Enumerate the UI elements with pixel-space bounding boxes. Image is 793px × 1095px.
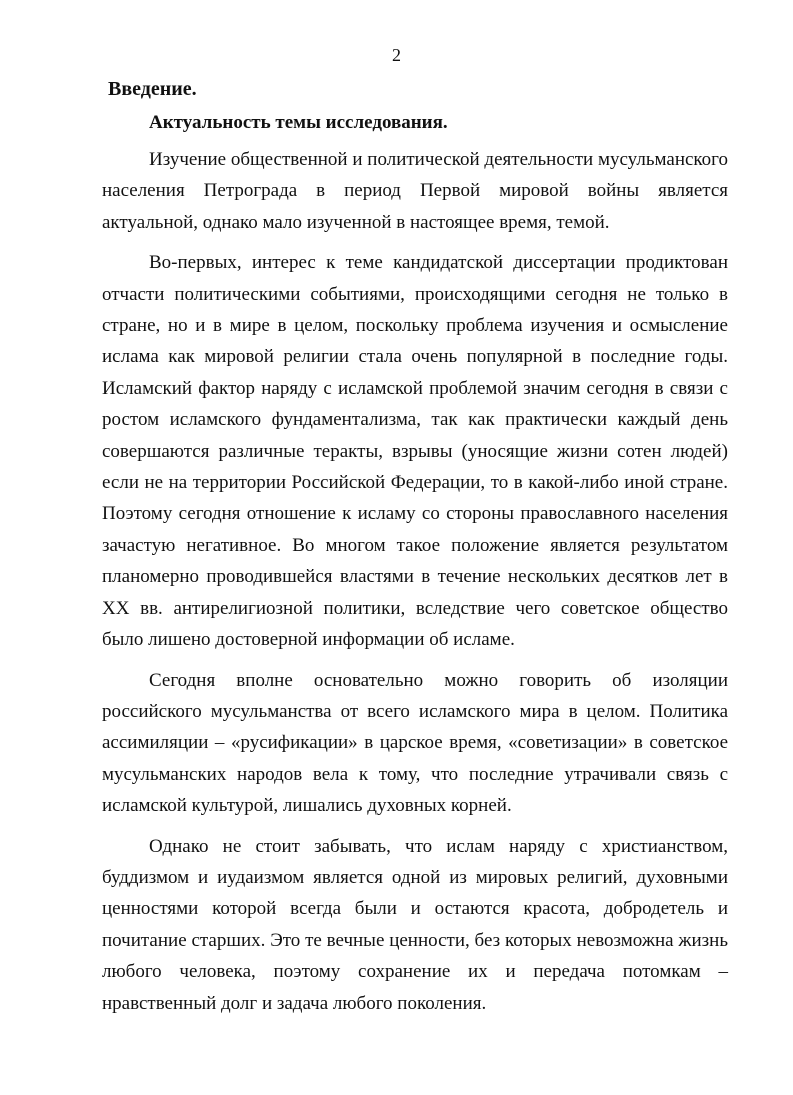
page-number: 2 (392, 45, 401, 65)
page-content (102, 76, 728, 1028)
paragraph-4: Однако не стоит забывать, что ислам наряду с христианством, буддизмом и иудаизмом является одной из мировых религий, духовными ценностями которой всегда были и остаются красота, добродетель и почитание старших. Это те вечные ценности, без которых невозможна жизнь любого человека, поэтому сохранение их и передача потомкам – нравственный долг и задача любого поколения. (102, 835, 728, 1014)
section-heading: Введение. (108, 78, 197, 100)
paragraph-1: Изучение общественной и политической деятельности мусульманского населения Петрограда в период Первой мировой войны является актуальной, однако мало изученной в настоящее время, темой. (102, 149, 728, 233)
paragraph-3: Сегодня вполне основательно можно говорить об изоляции российского мусульманства от всего исламского мира в целом. Политика ассимиляции – «русификации» в царское время, «советизации» в советское мусульманских народов вела к тому, что последние утрачивали связь с исламской культурой, лишались духовных корней. (102, 669, 728, 817)
paragraph-2: Во-первых, интерес к теме кандидатской диссертации продиктован отчасти политическими событиями, происходящими сегодня не только в стране, но и в мире в целом, поскольку проблема изучения и осмысление ислама как мировой религии стала очень популярной в последние годы. Исламский фактор наряду с исламской проблемой значим сегодня в связи с ростом исламского фундаментализма, так как практически каждый день совершаются различные теракты, взрывы (уносящие жизни сотен людей) если не на территории Российской Федерации, то в какой-либо иной стране. Поэтому сегодня отношение к исламу со стороны православного населения зачастую негативное. Во многом такое положение является результатом планомерно проводившейся властями в течение нескольких десятков лет в XX вв. антирелигиозной политики, вследствие чего советское общество было лишено достоверной информации об исламе. (102, 252, 728, 651)
section-subheading: Актуальность темы исследования. (149, 112, 448, 133)
